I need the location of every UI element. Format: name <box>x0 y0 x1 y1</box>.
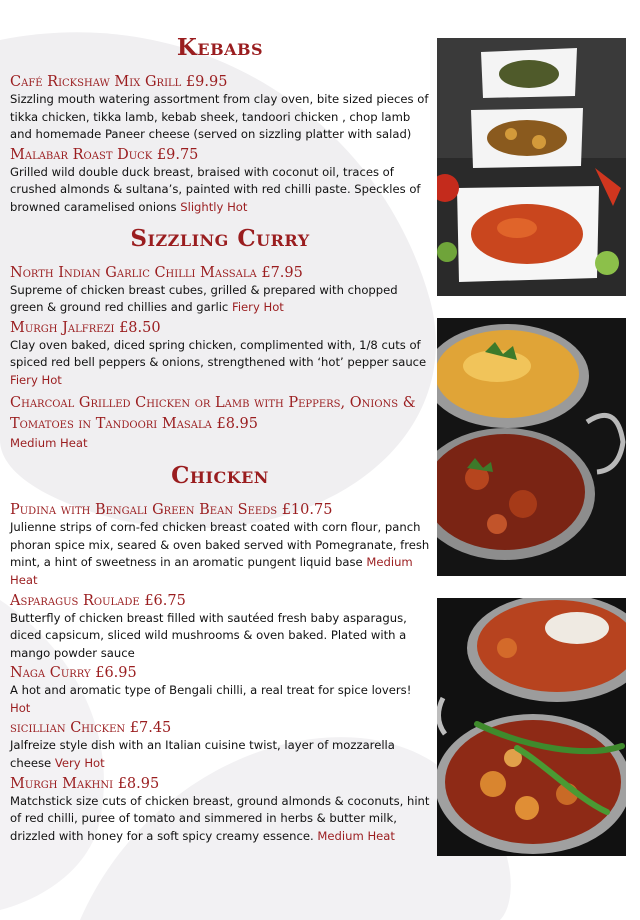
item-name: North Indian Garlic Chilli Massala £7.95 <box>10 264 303 281</box>
menu-item <box>10 776 430 846</box>
menu-item <box>10 720 430 772</box>
heat-level: Very Hot <box>54 756 105 771</box>
section-title-kebabs: Kebabs <box>176 34 264 61</box>
heat-level: Fiery Hot <box>232 300 284 315</box>
heat-level: Medium Heat <box>317 828 395 843</box>
heat-level: Medium Heat <box>10 435 88 450</box>
item-description: Grilled wild double duck breast, braised with coconut oil, traces of crushed almonds & sultana’s, painted with red chilli paste. Speckles of browned caramelised onions Slightly Hot <box>10 164 421 214</box>
item-description: A hot and aromatic type of Bengali chilli, a real treat for spice lovers! Hot <box>10 683 412 715</box>
item-name: Asparagus Roulade £6.75 <box>10 592 186 609</box>
food-photo-kebabs <box>437 38 626 296</box>
item-name: Charcoal Grilled Chicken or Lamb with Peppers, Onions & Tomatoes in Tandoori Masala £8.95 <box>10 394 416 432</box>
menu-item <box>10 265 430 317</box>
menu-item <box>10 74 430 144</box>
menu-item <box>10 593 430 663</box>
menu-item <box>10 502 430 589</box>
section-title-chicken: Chicken <box>171 462 269 490</box>
menu-item <box>10 320 430 390</box>
item-name: Murgh Makhni £8.95 <box>10 775 160 792</box>
item-name: Malabar Roast Duck £9.75 <box>10 146 199 163</box>
item-description <box>10 435 430 453</box>
heat-level: Hot <box>10 700 31 715</box>
item-description: Sizzling mouth watering assortment from clay oven, bite sized pieces of tikka chicken, tikka lamb, kebab sheek, tandoori chicken , chop lamb and homemade Paneer cheese (served on sizzling platter with salad) <box>10 92 429 142</box>
heat-level: Slightly Hot <box>180 199 248 214</box>
item-description: Butterfly of chicken breast filled with sautéed fresh baby asparagus, diced capsicum, sliced wild mushrooms & oven baked. Plated with a mango powder sauce <box>10 610 407 660</box>
item-name: Café Rickshaw Mix Grill £9.95 <box>10 74 228 90</box>
item-name: Murgh Jalfrezi £8.50 <box>10 319 161 336</box>
menu-item <box>10 665 430 717</box>
food-photo-chicken <box>437 598 626 856</box>
item-description: Jalfreize style dish with an Italian cuisine twist, layer of mozzarella cheese Very Hot <box>10 738 395 771</box>
heat-level: Medium Heat <box>10 555 413 587</box>
item-description: Supreme of chicken breast cubes, grilled & prepared with chopped green & ground red chillies and garlic Fiery Hot <box>10 282 398 315</box>
food-photo-sizzling-curry <box>437 318 626 576</box>
item-description: Clay oven baked, diced spring chicken, complimented with, 1/8 cuts of spiced red bell peppers & onions, strengthened with ‘hot’ pepper sauce Fiery Hot <box>10 337 427 387</box>
section-title-sizzling-curry: Sizzling Curry <box>130 224 310 252</box>
menu-item <box>10 147 430 217</box>
item-name: Pudina with Bengali Green Bean Seeds £10.75 <box>10 502 333 519</box>
item-description: Matchstick size cuts of chicken breast, ground almonds & coconuts, hint of red chilli, puree of tomato and simmered in herbs & butter milk, drizzled with honey for a soft spicy creamy essence. Medium Heat <box>10 793 430 843</box>
menu-item <box>10 393 430 453</box>
item-description: Julienne strips of corn-fed chicken breast coated with corn flour, panch phoran spice mix, seared & oven baked served with Pomegranate, fresh mint, a hint of sweetness in an aromatic pungent liquid base Medium Heat <box>10 520 430 587</box>
item-name: Naga Curry £6.95 <box>10 665 137 682</box>
menu-content <box>10 34 430 848</box>
item-name: sicillian Chicken £7.45 <box>10 720 172 737</box>
heat-level: Fiery Hot <box>10 372 62 387</box>
